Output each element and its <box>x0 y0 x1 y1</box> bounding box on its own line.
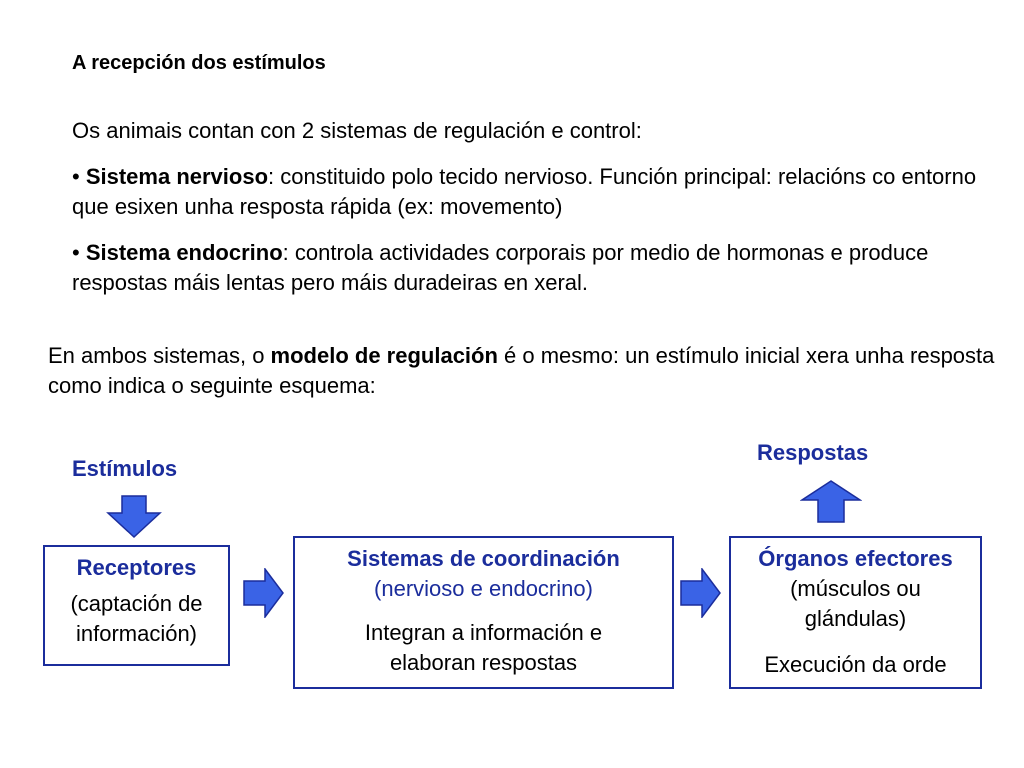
effector-organs-box <box>729 536 982 689</box>
bullet-term: Sistema endocrino <box>85 240 283 265</box>
intro-text: Os animais contan con 2 sistemas de regulación e control: <box>72 118 642 143</box>
right-arrow-icon <box>680 568 722 618</box>
receptors-description: (captación de información) <box>70 591 203 646</box>
bullet-endocrine-system <box>72 238 992 298</box>
model-text-before: En ambos sistemas, o <box>48 343 271 368</box>
coordination-subtitle: (nervioso e endocrino) <box>374 576 593 601</box>
coordination-systems-box <box>293 536 674 689</box>
effectors-heading: Órganos efectores <box>758 546 953 571</box>
receptors-box <box>43 545 230 666</box>
effectors-action: Execución da orde <box>764 652 947 677</box>
bullet-marker: • <box>72 240 80 265</box>
effectors-description: (músculos ou glándulas) <box>790 576 921 631</box>
model-paragraph <box>48 341 1008 401</box>
responses-label: Respostas <box>757 440 869 465</box>
model-text-after: é o mesmo: un estímulo inicial xera unha resposta como indica o seguinte esquema: <box>48 343 995 398</box>
bullet-nervous-system <box>72 162 992 222</box>
coordination-heading: Sistemas de coordinación <box>347 546 620 571</box>
model-term: modelo de regulación <box>270 343 498 368</box>
bullet-marker: • <box>72 164 80 189</box>
coordination-description: Integran a información e elaboran respostas <box>364 620 603 675</box>
slide-title: A recepción dos estímulos <box>72 52 326 74</box>
bullet-text: : controla actividades corporais por medio de hormonas e produce respostas máis lentas pero máis duradeiras en xeral. <box>72 240 929 295</box>
receptors-heading: Receptores <box>76 555 197 580</box>
stimuli-label: Estímulos <box>72 456 178 481</box>
right-arrow-icon <box>243 568 285 618</box>
up-arrow-icon <box>800 480 862 524</box>
bullet-text: : constituido polo tecido nervioso. Función principal: relacións co entorno que esixen unha resposta rápida (ex: movemento) <box>72 164 977 219</box>
down-arrow-icon <box>106 495 162 539</box>
bullet-term: Sistema nervioso <box>85 164 269 189</box>
